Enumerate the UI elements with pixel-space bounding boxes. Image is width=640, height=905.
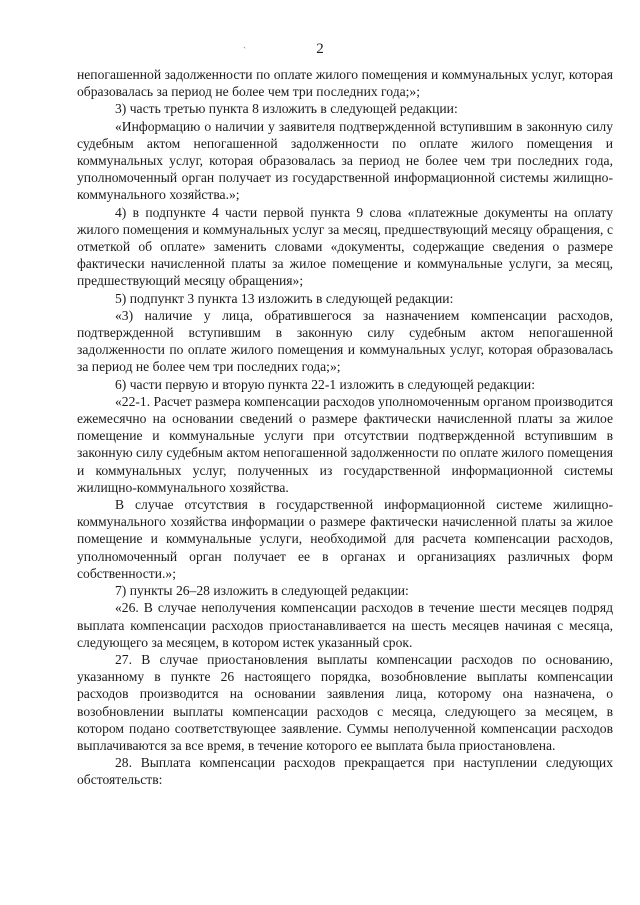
- paragraph-quote-item-3: «Информацию о наличии у заявителя подтвержденной вступившим в законную силу судебным актом непогашенной задолженности по оплате жилого помещения и коммунальных услуг, которая образовалась за период не более чем три последних года, уполномоченный орган получает из государственной информационной системы жилищно-коммунального хозяйства.»;: [77, 118, 613, 203]
- paragraph-item-4: 4) в подпункте 4 части первой пункта 9 слова «платежные документы на оплату жилого помещения и коммунальных услуг за месяц, предшествующий месяцу обращения, с отметкой об оплате» заменить словами «документы, содержащие сведения о размере фактически начисленной платы за жилое помещение и коммунальные услуги, за месяц, предшествующий месяцу обращения»;: [77, 204, 613, 289]
- scan-artifact-mark: ˏ: [243, 38, 247, 49]
- paragraph-item-5: 5) подпункт 3 пункта 13 изложить в следующей редакции:: [115, 290, 454, 306]
- paragraph-item-6: 6) части первую и вторую пункта 22-1 изложить в следующей редакции:: [115, 376, 535, 392]
- document-body: [77, 66, 613, 789]
- paragraph-quote-item-5: «3) наличие у лица, обратившегося за назначением компенсации расходов, подтвержденной вступившим в законную силу судебным актом непогашенной задолженности по оплате жилого помещения и коммунальных услуг, которая образовалась за период не более чем три последних года;»;: [77, 307, 613, 375]
- paragraph-continuation: непогашенной задолженности по оплате жилого помещения и коммунальных услуг, которая образовалась за период не более чем три последних года;»;: [77, 67, 613, 100]
- paragraph-quote-26: «26. В случае неполучения компенсации расходов в течение шести месяцев подряд выплата компенсации расходов приостанавливается на шесть месяцев начиная с месяца, следующего за месяцем, в котором истек указанный срок.: [77, 600, 613, 650]
- paragraph-item-3: 3) часть третью пункта 8 изложить в следующей редакции:: [115, 101, 458, 117]
- paragraph-quote-22-1: «22-1. Расчет размера компенсации расходов уполномоченным органом производится ежемесячно на основании сведений о размере фактически начисленной платы за жилое помещение и коммунальные услуги при отсутствии подтвержденной вступившим в законную силу судебным актом непогашенной задолженности по оплате жилого помещения и коммунальных услуг, полученных из государственной информационной системы жилищно-коммунального хозяйства.: [77, 393, 613, 495]
- paragraph-quote-27: 27. В случае приостановления выплаты компенсации расходов по основанию, указанному в пункте 26 настоящего порядка, возобновление выплаты компенсации расходов производится на основании заявления лица, которому она назначена, о возобновлении выплаты компенсации расходов с месяца, следующего за месяцем, в котором подано соответствующее заявление. Суммы неполученной компенсации расходов выплачиваются за все время, в течение которого ее выплата была приостановлена.: [77, 651, 613, 753]
- paragraph-item-7: 7) пункты 26–28 изложить в следующей редакции:: [115, 583, 409, 599]
- paragraph-quote-28: 28. Выплата компенсации расходов прекращается при наступлении следующих обстоятельств:: [77, 755, 613, 788]
- page-number: 2: [316, 41, 324, 57]
- paragraph-quote-22-1-part-2: В случае отсутствия в государственной информационной системе жилищно-коммунального хозяйства информации о размере фактически начисленной платы за жилое помещение и коммунальные услуги, необходимой для расчета компенсации расходов, уполномоченный орган получает ее в органах и организациях различных форм собственности.»;: [77, 497, 613, 581]
